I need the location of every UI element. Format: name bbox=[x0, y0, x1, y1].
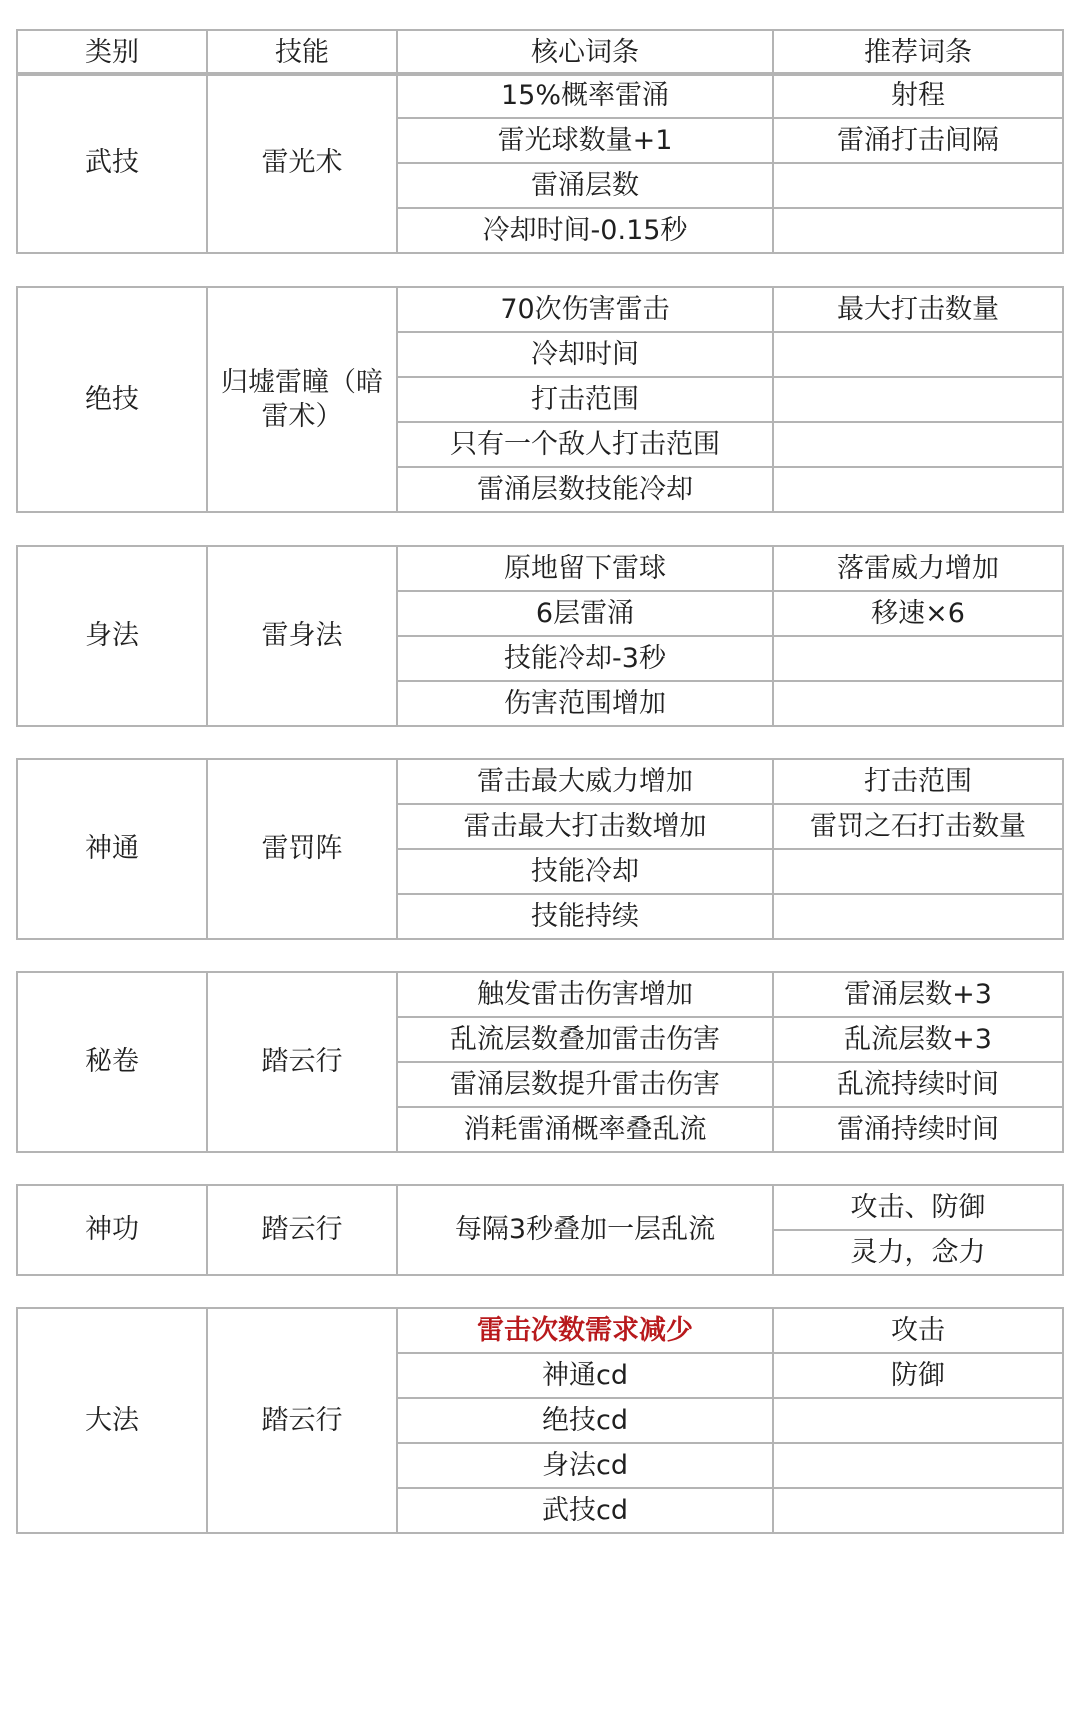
recommended-cell: 攻击 bbox=[773, 1308, 1063, 1353]
recommended-cell bbox=[773, 1398, 1063, 1443]
recommended-cell: 雷涌持续时间 bbox=[773, 1107, 1063, 1152]
core-cell: 雷涌层数技能冷却 bbox=[397, 467, 773, 512]
core-cell: 消耗雷涌概率叠乱流 bbox=[397, 1107, 773, 1152]
core-cell: 打击范围 bbox=[397, 377, 773, 422]
core-cell: 乱流层数叠加雷击伤害 bbox=[397, 1017, 773, 1062]
header-table bbox=[16, 29, 1064, 76]
core-cell: 触发雷击伤害增加 bbox=[397, 972, 773, 1017]
recommended-cell bbox=[773, 422, 1063, 467]
core-cell: 70次伤害雷击 bbox=[397, 287, 773, 332]
recommended-cell bbox=[773, 1488, 1063, 1533]
table-row bbox=[17, 73, 1063, 118]
recommended-cell: 打击范围 bbox=[773, 759, 1063, 804]
recommended-cell: 乱流持续时间 bbox=[773, 1062, 1063, 1107]
category-cell: 神功 bbox=[17, 1185, 207, 1275]
table-row bbox=[17, 972, 1063, 1017]
skill-cell: 踏云行 bbox=[207, 1308, 397, 1533]
category-cell: 神通 bbox=[17, 759, 207, 939]
core-cell: 神通cd bbox=[397, 1353, 773, 1398]
header-recommended: 推荐词条 bbox=[773, 30, 1063, 75]
table-row bbox=[17, 287, 1063, 332]
recommended-cell bbox=[773, 681, 1063, 726]
recommended-cell bbox=[773, 849, 1063, 894]
core-cell: 6层雷涌 bbox=[397, 591, 773, 636]
group-table-jueji bbox=[16, 286, 1064, 513]
recommended-cell: 移速×6 bbox=[773, 591, 1063, 636]
core-cell: 每隔3秒叠加一层乱流 bbox=[397, 1185, 773, 1275]
core-cell: 绝技cd bbox=[397, 1398, 773, 1443]
recommended-cell: 防御 bbox=[773, 1353, 1063, 1398]
group-table-shengong bbox=[16, 1184, 1064, 1276]
recommended-cell bbox=[773, 894, 1063, 939]
recommended-cell: 攻击、防御 bbox=[773, 1185, 1063, 1230]
recommended-cell bbox=[773, 467, 1063, 512]
core-cell: 15%概率雷涌 bbox=[397, 73, 773, 118]
category-cell: 大法 bbox=[17, 1308, 207, 1533]
skill-cell: 雷身法 bbox=[207, 546, 397, 726]
recommended-cell: 最大打击数量 bbox=[773, 287, 1063, 332]
category-cell: 武技 bbox=[17, 73, 207, 253]
skill-cell: 归墟雷瞳（暗雷术） bbox=[207, 287, 397, 512]
core-cell: 雷光球数量+1 bbox=[397, 118, 773, 163]
recommended-cell: 灵力，念力 bbox=[773, 1230, 1063, 1275]
header-category: 类别 bbox=[17, 30, 207, 75]
core-cell: 技能冷却-3秒 bbox=[397, 636, 773, 681]
recommended-cell: 乱流层数+3 bbox=[773, 1017, 1063, 1062]
header-core: 核心词条 bbox=[397, 30, 773, 75]
core-cell: 雷涌层数 bbox=[397, 163, 773, 208]
core-cell-highlight: 雷击次数需求减少 bbox=[397, 1308, 773, 1353]
group-table-shentong bbox=[16, 758, 1064, 940]
core-cell: 雷击最大威力增加 bbox=[397, 759, 773, 804]
recommended-cell: 射程 bbox=[773, 73, 1063, 118]
category-cell: 秘卷 bbox=[17, 972, 207, 1152]
header-row bbox=[17, 30, 1063, 75]
recommended-cell bbox=[773, 636, 1063, 681]
skill-cell: 踏云行 bbox=[207, 972, 397, 1152]
recommended-cell: 雷涌打击间隔 bbox=[773, 118, 1063, 163]
core-cell: 技能持续 bbox=[397, 894, 773, 939]
core-cell: 只有一个敌人打击范围 bbox=[397, 422, 773, 467]
skill-cell: 踏云行 bbox=[207, 1185, 397, 1275]
core-cell: 武技cd bbox=[397, 1488, 773, 1533]
recommended-cell: 落雷威力增加 bbox=[773, 546, 1063, 591]
table-row bbox=[17, 1308, 1063, 1353]
recommended-cell bbox=[773, 163, 1063, 208]
header-skill: 技能 bbox=[207, 30, 397, 75]
core-cell: 冷却时间-0.15秒 bbox=[397, 208, 773, 253]
category-cell: 绝技 bbox=[17, 287, 207, 512]
recommended-cell: 雷罚之石打击数量 bbox=[773, 804, 1063, 849]
core-cell: 原地留下雷球 bbox=[397, 546, 773, 591]
recommended-cell bbox=[773, 332, 1063, 377]
core-cell: 伤害范围增加 bbox=[397, 681, 773, 726]
recommended-cell bbox=[773, 377, 1063, 422]
group-table-shenfa bbox=[16, 545, 1064, 727]
table-row bbox=[17, 759, 1063, 804]
skill-cell: 雷罚阵 bbox=[207, 759, 397, 939]
group-table-mijuan bbox=[16, 971, 1064, 1153]
skill-cell: 雷光术 bbox=[207, 73, 397, 253]
table-row bbox=[17, 546, 1063, 591]
core-cell: 身法cd bbox=[397, 1443, 773, 1488]
recommended-cell bbox=[773, 208, 1063, 253]
core-cell: 冷却时间 bbox=[397, 332, 773, 377]
core-cell: 雷涌层数提升雷击伤害 bbox=[397, 1062, 773, 1107]
core-cell: 技能冷却 bbox=[397, 849, 773, 894]
recommended-cell bbox=[773, 1443, 1063, 1488]
category-cell: 身法 bbox=[17, 546, 207, 726]
core-cell: 雷击最大打击数增加 bbox=[397, 804, 773, 849]
recommended-cell: 雷涌层数+3 bbox=[773, 972, 1063, 1017]
group-table-dafa bbox=[16, 1307, 1064, 1534]
table-row bbox=[17, 1185, 1063, 1230]
group-table-wuji bbox=[16, 72, 1064, 254]
